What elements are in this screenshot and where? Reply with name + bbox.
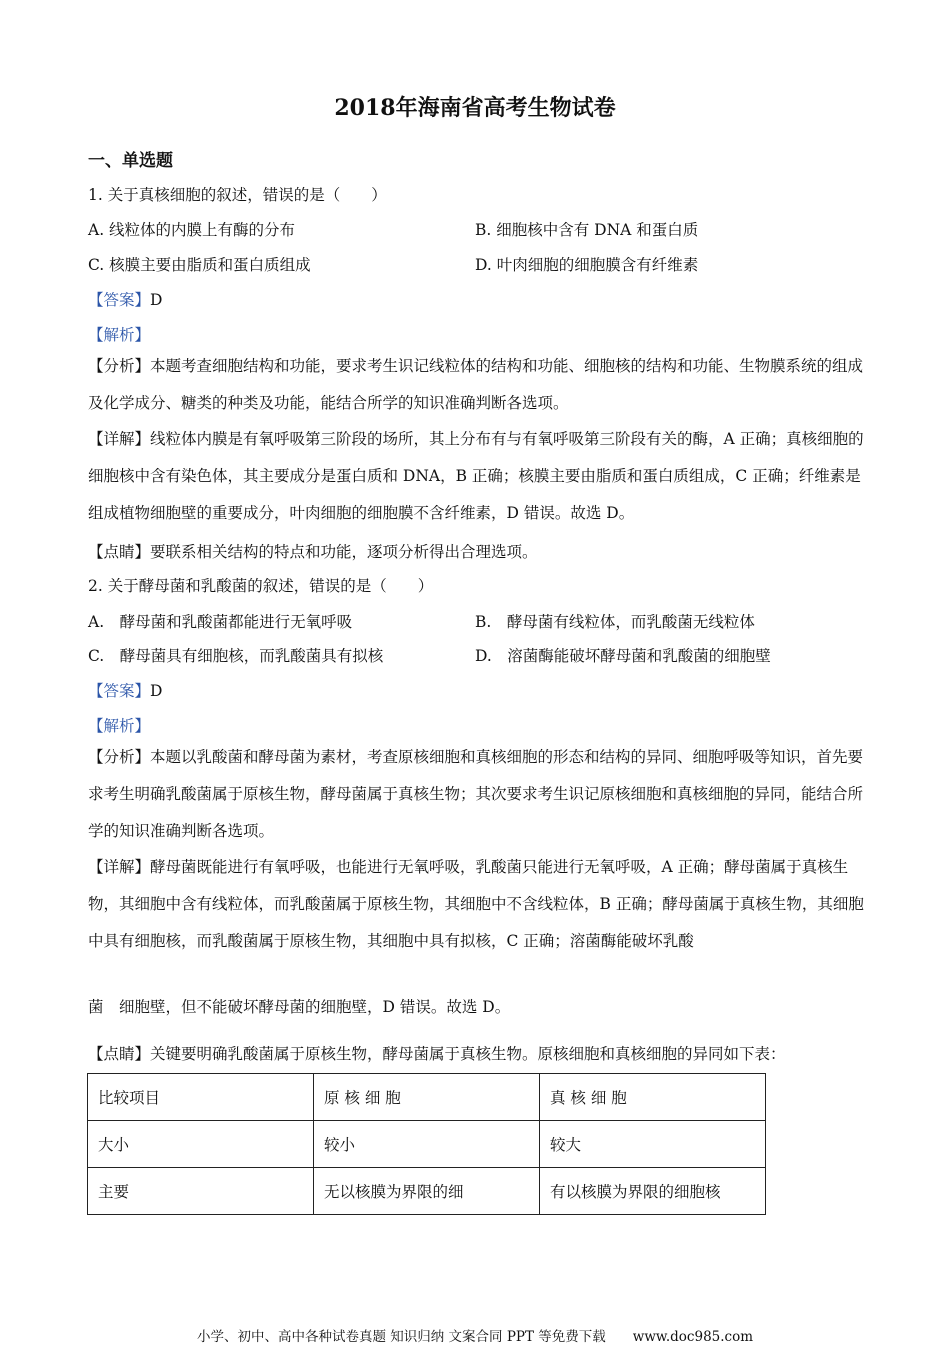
table-header-cell: 真 核 细 胞 <box>540 1074 766 1121</box>
q2-answer <box>88 679 162 701</box>
q2-option-b: B. 酵母菌有线粒体，而乳酸菌无线粒体 <box>475 613 755 631</box>
detail-text: 线粒体内膜是有氧呼吸第三阶段的场所，其上分布有与有氧呼吸第三阶段有关的酶，A 正确；真核细胞的细胞核中含有染色体，其主要成分是蛋白质和 DNA，B 正确；核膜主要由脂质和蛋白质组成，C 正确；纤维素是组成植物细胞壁的重要成分，叶肉细胞的细胞膜不含纤维素，D 错误。故选 D。 <box>88 430 864 522</box>
q2-option-c: C. 酵母菌具有细胞核，而乳酸菌具有拟核 <box>88 647 384 665</box>
q1-stem: 1. 关于真核细胞的叙述，错误的是（ ） <box>88 186 387 204</box>
answer-value: D <box>150 291 163 309</box>
q2-stem: 2. 关于酵母菌和乳酸菌的叙述，错误的是（ ） <box>88 577 434 595</box>
comment-text: 要联系相关结构的特点和功能，逐项分析得出合理选项。 <box>150 543 538 561</box>
comment-text: 关键要明确乳酸菌属于原核生物，酵母菌属于真核生物。原核细胞和真核细胞的异同如下表： <box>150 1045 786 1063</box>
q1-analysis <box>88 348 874 422</box>
detail-text: 酵母菌既能进行有氧呼吸，也能进行无氧呼吸，乳酸菌只能进行无氧呼吸，A 正确；酵母菌属于真核生物，其细胞中含有线粒体，而乳酸菌属于原核生物，其细胞中不含线粒体，B 正确；酵母菌属于真核生物，其细胞中具有细胞核，而乳酸菌属于原核生物，其细胞中具有拟核，C 正确；溶菌酶能破坏乳酸 <box>88 858 864 950</box>
q2-analysis <box>88 739 874 850</box>
table-cell: 较大 <box>540 1121 766 1168</box>
analysis-text: 本题考查细胞结构和功能，要求考生识记线粒体的结构和功能、细胞核的结构和功能、生物膜系统的组成及化学成分、糖类的种类及功能，能结合所学的知识准确判断各选项。 <box>88 357 864 412</box>
table-cell: 无以核膜为界限的细 <box>314 1168 540 1215</box>
q1-option-b: B. 细胞核中含有 DNA 和蛋白质 <box>475 221 699 239</box>
table-header-cell: 原 核 细 胞 <box>314 1074 540 1121</box>
q1-option-d: D. 叶肉细胞的细胞膜含有纤维素 <box>475 256 699 274</box>
q1-option-a: A. 线粒体的内膜上有酶的分布 <box>88 221 296 239</box>
q1-answer <box>88 288 162 310</box>
comment-tag: 【点睛】 <box>88 1045 151 1063</box>
comment-tag: 【点睛】 <box>88 543 151 561</box>
analysis-tag: 【分析】 <box>88 357 151 375</box>
table-cell: 较小 <box>314 1121 540 1168</box>
answer-value: D <box>150 682 163 700</box>
comparison-table <box>87 1073 766 1215</box>
table-header-cell: 比较项目 <box>88 1074 314 1121</box>
answer-tag: 【答案】 <box>88 291 151 309</box>
analysis-text: 本题以乳酸菌和酵母菌为素材，考查原核细胞和真核细胞的形态和结构的异同、细胞呼吸等知识，首先要求考生明确乳酸菌属于原核生物，酵母菌属于真核生物；其次要求考生识记原核细胞和真核细胞的异同，能结合所学的知识准确判断各选项。 <box>88 748 864 840</box>
detail-tag: 【详解】 <box>88 858 151 876</box>
q1-jiexi-tag: 【解析】 <box>88 326 151 344</box>
q2-detail <box>88 849 874 960</box>
q1-option-c: C. 核膜主要由脂质和蛋白质组成 <box>88 256 311 274</box>
page-title: 2018年海南省高考生物试卷 <box>334 95 616 121</box>
table-row <box>88 1121 766 1168</box>
section-heading: 一、单选题 <box>88 151 173 171</box>
q2-jiexi-tag: 【解析】 <box>88 717 151 735</box>
table-row <box>88 1168 766 1215</box>
q1-detail <box>88 421 874 532</box>
page-footer: 小学、初中、高中各种试卷真题 知识归纳 文案合同 PPT 等免费下载 www.doc985.com <box>196 1329 754 1345</box>
table-cell: 主要 <box>88 1168 314 1215</box>
analysis-tag: 【分析】 <box>88 748 151 766</box>
q1-comment <box>88 540 538 562</box>
table-cell: 大小 <box>88 1121 314 1168</box>
detail-tag: 【详解】 <box>88 430 151 448</box>
answer-tag: 【答案】 <box>88 682 151 700</box>
q2-comment <box>88 1042 786 1064</box>
q2-detail-cont: 菌 细胞壁，但不能破坏酵母菌的细胞壁，D 错误。故选 D。 <box>88 998 511 1016</box>
table-header-row <box>88 1074 766 1121</box>
q2-option-d: D. 溶菌酶能破坏酵母菌和乳酸菌的细胞壁 <box>475 647 771 665</box>
table-cell: 有以核膜为界限的细胞核 <box>540 1168 766 1215</box>
q2-option-a: A. 酵母菌和乳酸菌都能进行无氧呼吸 <box>88 613 353 631</box>
